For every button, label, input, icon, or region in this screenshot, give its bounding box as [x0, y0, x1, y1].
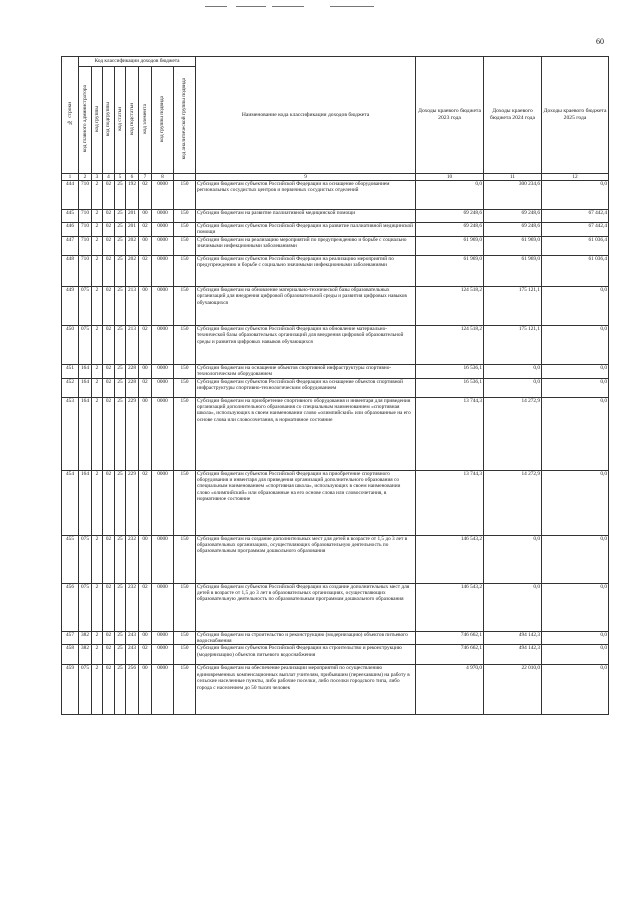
income-name: Субсидии бюджетам субъектов Российской Федерации на создание дополнительных мест для детей в возрасте от 1,5 до 3 лет в образовательных организациях, осуществляющих образовательную деятельность по образовательным программам дошкольного образования — [196, 583, 416, 631]
subtype-group-code: 0000 — [152, 286, 174, 325]
article-code: 25 — [115, 286, 126, 325]
income-2023-value: 746 662,1 — [416, 631, 484, 645]
group-code-header: код группы — [92, 67, 103, 174]
element-code: 00 — [139, 286, 152, 325]
column-numbers-row — [62, 174, 609, 181]
analytic-group-code: 150 — [174, 255, 196, 286]
admin-code: 382 — [79, 645, 92, 665]
income-2023-value: 746 662,1 — [416, 645, 484, 665]
income-name: Субсидии бюджетам на оснащение объектов спортивной инфраструктуры спортивно-технологическим оборудованием — [196, 364, 416, 378]
income-2024-value: 0,0 — [484, 583, 542, 631]
admin-code: 710 — [79, 255, 92, 286]
table-row — [62, 364, 609, 378]
admin-code: 164 — [79, 378, 92, 397]
income-2025-value: 67 442,4 — [542, 210, 609, 223]
table-row — [62, 535, 609, 583]
element-code: 00 — [139, 397, 152, 470]
group-code: 2 — [92, 286, 103, 325]
subtype-group-code: 0000 — [152, 470, 174, 535]
row-number: 457 — [62, 631, 79, 645]
article-code: 25 — [115, 364, 126, 378]
analytic-group-code: 150 — [174, 364, 196, 378]
subtype-group-code: 0000 — [152, 364, 174, 378]
income-2024-value: 14 272,9 — [484, 397, 542, 470]
income-2024-value: 175 121,1 — [484, 325, 542, 364]
element-code: 02 — [139, 645, 152, 665]
subgroup-code: 02 — [103, 378, 115, 397]
subarticle-code: 201 — [126, 210, 139, 223]
admin-code-header: код главного администратора — [79, 67, 92, 174]
subgroup-code: 02 — [103, 535, 115, 583]
subgroup-code: 02 — [103, 181, 115, 210]
group-code: 2 — [92, 470, 103, 535]
subarticle-code: 202 — [126, 236, 139, 255]
column-number: 7 — [139, 174, 152, 181]
table-row — [62, 210, 609, 223]
column-number: 1 — [62, 174, 79, 181]
subarticle-code: 229 — [126, 397, 139, 470]
analytic-group-code: 150 — [174, 378, 196, 397]
subtype-group-code: 0000 — [152, 397, 174, 470]
income-name: Субсидии бюджетам субъектов Российской Федерации на обновление материально-технической базы образовательных организаций для внедрения цифровой образовательной среды и развития цифровых навыков обучающихся — [196, 325, 416, 364]
element-code: 02 — [139, 255, 152, 286]
subarticle-code: 202 — [126, 255, 139, 286]
income-2023-value: 146 543,2 — [416, 583, 484, 631]
group-code: 2 — [92, 645, 103, 665]
article-code: 25 — [115, 378, 126, 397]
income-2024-value: 0,0 — [484, 378, 542, 397]
admin-code: 710 — [79, 236, 92, 255]
budget-income-table — [61, 56, 609, 715]
row-number: 458 — [62, 645, 79, 665]
analytic-group-code: 150 — [174, 645, 196, 665]
income-2023-value: 4 970,0 — [416, 665, 484, 715]
subarticle-code-header: код подстатьи — [126, 67, 139, 174]
subtype-group-code: 0000 — [152, 645, 174, 665]
income-2025-value: 0,0 — [542, 286, 609, 325]
income-2024-value: 175 121,1 — [484, 286, 542, 325]
analytic-group-code: 150 — [174, 325, 196, 364]
income-2024-value: 300 234,6 — [484, 181, 542, 210]
income-2023-value: 61 969,0 — [416, 236, 484, 255]
subtype-group-code: 0000 — [152, 255, 174, 286]
income-2023-value: 146 543,2 — [416, 535, 484, 583]
top-edge-line — [236, 6, 266, 7]
admin-code: 075 — [79, 665, 92, 715]
analytic-group-code: 150 — [174, 665, 196, 715]
admin-code: 164 — [79, 470, 92, 535]
article-code: 25 — [115, 583, 126, 631]
row-number: 450 — [62, 325, 79, 364]
analytic-group-code: 150 — [174, 397, 196, 470]
article-code: 25 — [115, 665, 126, 715]
income-2025-value: 0,0 — [542, 378, 609, 397]
admin-code: 710 — [79, 223, 92, 237]
income-2023-value: 13 744,3 — [416, 470, 484, 535]
analytic-group-code: 150 — [174, 631, 196, 645]
income-2025-value: 0,0 — [542, 325, 609, 364]
subgroup-code: 02 — [103, 210, 115, 223]
income-2024-value: 61 969,0 — [484, 236, 542, 255]
subtype-group-code: 0000 — [152, 583, 174, 631]
analytic-group-code-header: код аналитической группы подвида — [174, 67, 196, 174]
income-2024-value: 61 969,0 — [484, 255, 542, 286]
income-2024-value: 69 248,6 — [484, 223, 542, 237]
element-code: 02 — [139, 223, 152, 237]
column-number: 11 — [484, 174, 542, 181]
income-name: Субсидии бюджетам на обеспечение реализации мероприятий по осуществлению единовременных компенсационных выплат учителям, прибывшим (переехавшим) на работу в сельские населенные пункты, либо рабочие поселки, либо поселки городского типа, либо города с населением до 50 тысяч человек — [196, 665, 416, 715]
income-name: Субсидии бюджетам на создание дополнительных мест для детей в возрасте от 1,5 до 3 лет в образовательных организациях, осуществляющих образовательную деятельность по образовательным программам дошкольного образования — [196, 535, 416, 583]
subtype-group-code: 0000 — [152, 378, 174, 397]
article-code: 25 — [115, 325, 126, 364]
subarticle-code: 201 — [126, 223, 139, 237]
table-row — [62, 286, 609, 325]
table-row — [62, 236, 609, 255]
article-code-header: код статьи — [115, 67, 126, 174]
subgroup-code: 02 — [103, 236, 115, 255]
element-code: 02 — [139, 181, 152, 210]
table-row — [62, 631, 609, 645]
income-2023-value: 0,0 — [416, 181, 484, 210]
subtype-group-code: 0000 — [152, 236, 174, 255]
row-number: 455 — [62, 535, 79, 583]
income-name: Субсидии бюджетам субъектов Российской Федерации на развитие паллиативной медицинской помощи — [196, 223, 416, 237]
admin-code: 382 — [79, 631, 92, 645]
analytic-group-code: 150 — [174, 583, 196, 631]
subgroup-code: 02 — [103, 397, 115, 470]
admin-code: 075 — [79, 583, 92, 631]
income-2023-value: 16 536,1 — [416, 378, 484, 397]
income-2023-value: 16 536,1 — [416, 364, 484, 378]
row-number: 447 — [62, 236, 79, 255]
subtype-group-code: 0000 — [152, 631, 174, 645]
group-code: 2 — [92, 364, 103, 378]
top-edge-line — [330, 6, 374, 7]
table-row — [62, 181, 609, 210]
element-code: 02 — [139, 583, 152, 631]
income-name: Субсидии бюджетам на строительство и реконструкцию (модернизацию) объектов питьевого водоснабжения — [196, 631, 416, 645]
subtype-group-code: 0000 — [152, 665, 174, 715]
income-2025-value: 0,0 — [542, 397, 609, 470]
income-2024-value: 22 010,0 — [484, 665, 542, 715]
income-2025-header: Доходы краевого бюджета 2025 года — [542, 57, 609, 174]
element-code: 02 — [139, 325, 152, 364]
row-number: 456 — [62, 583, 79, 631]
income-2025-value: 67 442,4 — [542, 223, 609, 237]
top-edge-line — [205, 6, 227, 7]
admin-code: 075 — [79, 286, 92, 325]
subarticle-code: 228 — [126, 378, 139, 397]
column-number: 5 — [115, 174, 126, 181]
row-number: 444 — [62, 181, 79, 210]
element-code: 00 — [139, 364, 152, 378]
article-code: 25 — [115, 181, 126, 210]
subarticle-code: 192 — [126, 181, 139, 210]
article-code: 25 — [115, 470, 126, 535]
admin-code: 164 — [79, 364, 92, 378]
group-code: 2 — [92, 397, 103, 470]
subtype-group-code: 0000 — [152, 181, 174, 210]
group-code: 2 — [92, 325, 103, 364]
subarticle-code: 213 — [126, 286, 139, 325]
row-number: 449 — [62, 286, 79, 325]
article-code: 25 — [115, 255, 126, 286]
analytic-group-code: 150 — [174, 181, 196, 210]
table-row — [62, 255, 609, 286]
income-name: Субсидии бюджетам на приобретение спортивного оборудования и инвентаря для приведения организаций дополнительного образования со специальным наименованием «спортивная школа», использующих в своем наименовании слово «олимпийский» или образованные на его основе слова или словосочетания, в нормативное состояние — [196, 397, 416, 470]
income-2024-header: Доходы краевого бюджета 2024 года — [484, 57, 542, 174]
row-number: 446 — [62, 223, 79, 237]
row-number: 453 — [62, 397, 79, 470]
income-2025-value: 0,0 — [542, 364, 609, 378]
page-number: 60 — [596, 37, 604, 46]
element-code: 02 — [139, 470, 152, 535]
income-2024-value: 14 272,9 — [484, 470, 542, 535]
analytic-group-code: 150 — [174, 535, 196, 583]
table-row — [62, 223, 609, 237]
column-number: 10 — [416, 174, 484, 181]
column-number: 3 — [92, 174, 103, 181]
income-2025-value: 0,0 — [542, 583, 609, 631]
column-number — [174, 174, 196, 181]
admin-code: 075 — [79, 535, 92, 583]
subarticle-code: 232 — [126, 583, 139, 631]
subgroup-code: 02 — [103, 223, 115, 237]
table-row — [62, 645, 609, 665]
subgroup-code-header: код подгруппы — [103, 67, 115, 174]
income-2023-value: 69 248,6 — [416, 210, 484, 223]
admin-code: 075 — [79, 325, 92, 364]
analytic-group-code: 150 — [174, 286, 196, 325]
subarticle-code: 256 — [126, 665, 139, 715]
subgroup-code: 02 — [103, 325, 115, 364]
income-name: Субсидии бюджетам субъектов Российской Федерации на приобретение спортивного оборудования и инвентаря для приведения организаций дополнительного образования со специальным наименованием «спортивная школа», использующих в своем наименовании слово «олимпийский» или образованные на его основе слова или словосочетания, в нормативное состояние — [196, 470, 416, 535]
table-row — [62, 378, 609, 397]
group-code: 2 — [92, 210, 103, 223]
income-2023-value: 124 518,2 — [416, 286, 484, 325]
income-2024-value: 494 142,3 — [484, 631, 542, 645]
subarticle-code: 243 — [126, 631, 139, 645]
column-number: 9 — [196, 174, 416, 181]
table-row — [62, 325, 609, 364]
article-code: 25 — [115, 223, 126, 237]
income-name: Субсидии бюджетам субъектов Российской Федерации на оснащение оборудованием региональных сосудистых центров и первичных сосудистых отделений — [196, 181, 416, 210]
subtype-group-code: 0000 — [152, 210, 174, 223]
group-code: 2 — [92, 223, 103, 237]
group-code: 2 — [92, 631, 103, 645]
group-code: 2 — [92, 255, 103, 286]
article-code: 25 — [115, 210, 126, 223]
subgroup-code: 02 — [103, 645, 115, 665]
subgroup-code: 02 — [103, 665, 115, 715]
income-name: Субсидии бюджетам на реализацию мероприятий по предупреждению и борьбе с социально значимыми инфекционными заболеваниями — [196, 236, 416, 255]
income-2023-value: 13 744,3 — [416, 397, 484, 470]
row-number: 451 — [62, 364, 79, 378]
column-number: 6 — [126, 174, 139, 181]
subtype-group-code: 0000 — [152, 325, 174, 364]
row-number: 454 — [62, 470, 79, 535]
group-code: 2 — [92, 665, 103, 715]
analytic-group-code: 150 — [174, 223, 196, 237]
income-2025-value: 0,0 — [542, 665, 609, 715]
row-number: 445 — [62, 210, 79, 223]
subtype-group-code: 0000 — [152, 223, 174, 237]
analytic-group-code: 150 — [174, 236, 196, 255]
subgroup-code: 02 — [103, 255, 115, 286]
row-number: 459 — [62, 665, 79, 715]
analytic-group-code: 150 — [174, 210, 196, 223]
income-2025-value: 61 036,4 — [542, 236, 609, 255]
income-2025-value: 0,0 — [542, 645, 609, 665]
subtype-group-code: 0000 — [152, 535, 174, 583]
column-number: 2 — [79, 174, 92, 181]
admin-code: 164 — [79, 397, 92, 470]
name-header: Наименование кода классификации доходов бюджета — [196, 57, 416, 174]
income-2024-value: 0,0 — [484, 535, 542, 583]
income-2023-value: 69 248,6 — [416, 223, 484, 237]
article-code: 25 — [115, 397, 126, 470]
admin-code: 710 — [79, 210, 92, 223]
group-code: 2 — [92, 181, 103, 210]
classification-group-header: Код классификации доходов бюджета — [79, 57, 196, 67]
element-code: 00 — [139, 665, 152, 715]
subgroup-code: 02 — [103, 470, 115, 535]
table-header — [62, 57, 609, 181]
group-code: 2 — [92, 236, 103, 255]
income-2025-value: 0,0 — [542, 535, 609, 583]
table-body — [62, 181, 609, 715]
row-number-header: № строки — [62, 57, 79, 174]
subgroup-code: 02 — [103, 364, 115, 378]
income-2024-value: 69 248,6 — [484, 210, 542, 223]
income-2023-value: 61 969,0 — [416, 255, 484, 286]
group-code: 2 — [92, 583, 103, 631]
column-number: 12 — [542, 174, 609, 181]
income-2025-value: 0,0 — [542, 181, 609, 210]
income-name: Субсидии бюджетам субъектов Российской Федерации на реализацию мероприятий по предупреждению и борьбе с социально значимыми инфекционными заболеваниями — [196, 255, 416, 286]
income-2023-header: Доходы краевого бюджета 2023 года — [416, 57, 484, 174]
element-code-header: код элемента — [139, 67, 152, 174]
income-name: Субсидии бюджетам субъектов Российской Федерации на строительство и реконструкцию (модернизацию) объектов питьевого водоснабжения — [196, 645, 416, 665]
income-2023-value: 124 518,2 — [416, 325, 484, 364]
column-number: 8 — [152, 174, 174, 181]
admin-code: 710 — [79, 181, 92, 210]
subarticle-code: 228 — [126, 364, 139, 378]
income-2025-value: 0,0 — [542, 470, 609, 535]
subgroup-code: 02 — [103, 631, 115, 645]
table-row — [62, 583, 609, 631]
article-code: 25 — [115, 535, 126, 583]
element-code: 00 — [139, 210, 152, 223]
income-2025-value: 61 036,4 — [542, 255, 609, 286]
article-code: 25 — [115, 645, 126, 665]
article-code: 25 — [115, 236, 126, 255]
subarticle-code: 213 — [126, 325, 139, 364]
subgroup-code: 02 — [103, 583, 115, 631]
article-code: 25 — [115, 631, 126, 645]
analytic-group-code: 150 — [174, 470, 196, 535]
income-name: Субсидии бюджетам на обновление материально-технической базы образовательных организаций для внедрения цифровой образовательной среды и развития цифровых навыков обучающихся — [196, 286, 416, 325]
row-number: 452 — [62, 378, 79, 397]
subarticle-code: 229 — [126, 470, 139, 535]
subarticle-code: 243 — [126, 645, 139, 665]
subtype-group-code-header: код группы подвида — [152, 67, 174, 174]
table-row — [62, 665, 609, 715]
column-number: 4 — [103, 174, 115, 181]
element-code: 00 — [139, 631, 152, 645]
subgroup-code: 02 — [103, 286, 115, 325]
top-edge-line — [272, 6, 304, 7]
income-2025-value: 0,0 — [542, 631, 609, 645]
subarticle-code: 232 — [126, 535, 139, 583]
row-number: 448 — [62, 255, 79, 286]
table-row — [62, 397, 609, 470]
element-code: 00 — [139, 535, 152, 583]
income-name: Субсидии бюджетам на развитие паллиативной медицинской помощи — [196, 210, 416, 223]
group-code: 2 — [92, 535, 103, 583]
income-name: Субсидии бюджетам субъектов Российской Федерации на оснащение объектов спортивной инфраструктуры спортивно-технологическим оборудованием — [196, 378, 416, 397]
element-code: 02 — [139, 378, 152, 397]
element-code: 00 — [139, 236, 152, 255]
group-code: 2 — [92, 378, 103, 397]
table-row — [62, 470, 609, 535]
income-2024-value: 0,0 — [484, 364, 542, 378]
income-2024-value: 494 142,3 — [484, 645, 542, 665]
